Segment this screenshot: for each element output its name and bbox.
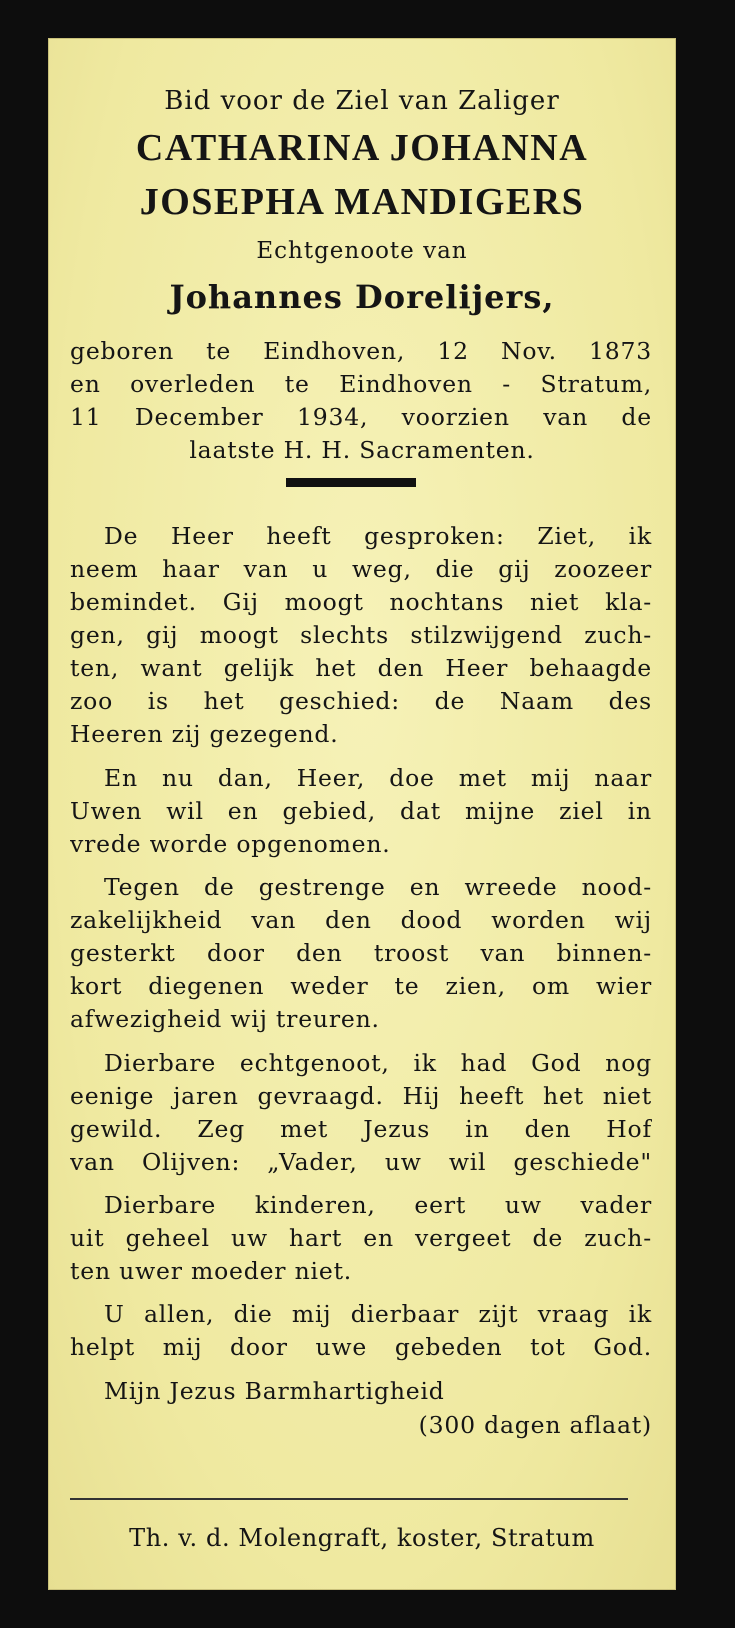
deceased-name-line-2: JOSEPHA MANDIGERS (139, 181, 585, 223)
verse-line: De Heer heeft gesproken: Ziet, ik (104, 522, 652, 550)
bio-line: laatste H. H. Sacramenten. (189, 436, 535, 464)
memorial-card (48, 38, 676, 1590)
verse-line: van Olijven: „Vader, uw wil geschiede" (70, 1148, 652, 1176)
verse-line: eenige jaren gevraagd. Hij heeft het niet (70, 1082, 652, 1110)
verse-line: zoo is het geschied: de Naam des (70, 687, 652, 715)
verse-line: U allen, die mij dierbaar zijt vraag ik (104, 1300, 652, 1328)
verse-line: Heeren zij gezegend. (70, 720, 339, 748)
verse-line: ten uwer moeder niet. (70, 1257, 353, 1285)
verse-line: helpt mij door uwe gebeden tot God. (70, 1333, 652, 1361)
verse-line: ten, want gelijk het den Heer behaagde (70, 654, 652, 682)
spouse-name: Johannes Dorelijers, (169, 278, 555, 316)
verse-line: kort diegenen weder te zien, om wier (70, 972, 652, 1000)
verse-line: neem haar van u weg, die gij zoozeer (70, 555, 652, 583)
footer-divider (70, 1498, 628, 1500)
deceased-name-line-1: CATHARINA JOHANNA (135, 127, 589, 169)
bio-line: geboren te Eindhoven, 12 Nov. 1873 (70, 337, 652, 365)
verse-line: gesterkt door den troost van binnen- (70, 939, 652, 967)
bio-line: en overleden te Eindhoven - Stratum, (70, 370, 652, 398)
printer-credit: Th. v. d. Molengraft, koster, Stratum (129, 1524, 595, 1552)
verse-line: bemindet. Gij moogt nochtans niet kla- (70, 588, 652, 616)
verse-line: Uwen wil en gebied, dat mijne ziel in (70, 797, 652, 825)
verse-line: Dierbare echtgenoot, ik had God nog (104, 1049, 652, 1077)
verse-line: zakelijkheid van den dood worden wij (70, 906, 652, 934)
prayer-line: Mijn Jezus Barmhartigheid (104, 1377, 445, 1405)
verse-line: gewild. Zeg met Jezus in den Hof (70, 1115, 652, 1143)
verse-line: vrede worde opgenomen. (70, 830, 391, 858)
card-header: Bid voor de Ziel van Zaliger (164, 86, 560, 116)
bio-line: 11 December 1934, voorzien van de (70, 403, 652, 431)
verse-line: Dierbare kinderen, eert uw vader (104, 1191, 652, 1219)
verse-line: uit geheel uw hart en vergeet de zuch- (70, 1224, 652, 1252)
divider-bar (286, 478, 416, 487)
spouse-label: Echtgenoote van (256, 238, 468, 264)
verse-line: Tegen de gestrenge en wreede nood- (104, 873, 652, 901)
indulgence-note: (300 dagen aflaat) (418, 1411, 652, 1439)
verse-line: afwezigheid wij treuren. (70, 1005, 380, 1033)
verse-line: En nu dan, Heer, doe met mij naar (104, 764, 652, 792)
verse-line: gen, gij moogt slechts stilzwijgend zuch- (70, 621, 652, 649)
